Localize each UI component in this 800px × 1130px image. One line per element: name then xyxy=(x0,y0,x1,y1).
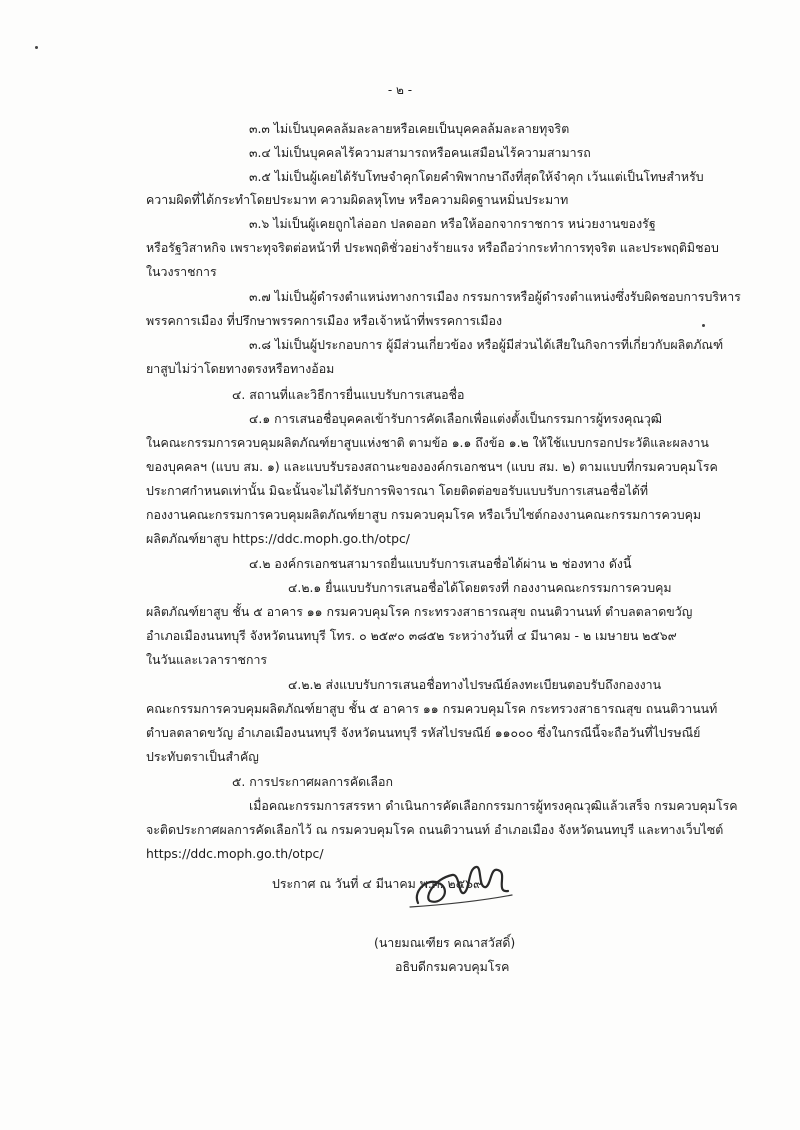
item-4-2-2-cont: ประทับตราเป็นสำคัญ xyxy=(146,749,259,764)
item-3-8-cont: ยาสูบไม่ว่าโดยทางตรงหรือทางอ้อม xyxy=(146,361,335,376)
item-4-2: ๔.๒ องค์กรเอกชนสามารถยื่นแบบรับการเสนอชื่อได้ผ่าน ๒ ช่องทาง ดังนี้ xyxy=(249,556,632,571)
item-3-8: ๓.๘ ไม่เป็นผู้ประกอบการ ผู้มีส่วนเกี่ยวข้อง หรือผู้มีส่วนได้เสียในกิจการที่เกี่ยวกับผลิตภัณฑ์ xyxy=(249,337,724,352)
item-3-4: ๓.๔ ไม่เป็นบุคคลไร้ความสามารถหรือคนเสมือนไร้ความสามารถ xyxy=(249,145,591,160)
item-4-2-1-cont: ในวันและเวลาราชการ xyxy=(146,652,268,667)
section-5-body: เมื่อคณะกรรมการสรรหา ดำเนินการคัดเลือกกรรมการผู้ทรงคุณวุฒิแล้วเสร็จ กรมควบคุมโรค xyxy=(249,798,738,813)
scan-speck xyxy=(35,46,38,49)
signatory-title: อธิบดีกรมควบคุมโรค xyxy=(395,959,510,974)
item-4-2-1: ๔.๒.๑ ยื่นแบบรับการเสนอชื่อได้โดยตรงที่ กองงานคณะกรรมการควบคุม xyxy=(288,580,672,595)
scan-speck xyxy=(702,324,705,327)
item-4-1: ๔.๑ การเสนอชื่อบุคคลเข้ารับการคัดเลือกเพื่อแต่งตั้งเป็นกรรมการผู้ทรงคุณวุฒิ xyxy=(249,411,662,426)
item-4-1-cont: กองงานคณะกรรมการควบคุมผลิตภัณฑ์ยาสูบ กรมควบคุมโรค หรือเว็บไซต์กองงานคณะกรรมการควบคุม xyxy=(146,507,702,522)
section-4-heading: ๔. สถานที่และวิธีการยื่นแบบรับการเสนอชื่อ xyxy=(232,387,465,402)
item-3-6: ๓.๖ ไม่เป็นผู้เคยถูกไล่ออก ปลดออก หรือให้ออกจากราชการ หน่วยงานของรัฐ xyxy=(249,216,656,231)
section-5-body-cont: จะติดประกาศผลการคัดเลือกไว้ ณ กรมควบคุมโรค ถนนติวานนท์ อำเภอเมือง จังหวัดนนทบุรี และทางเว็บไซต์ xyxy=(146,822,724,837)
item-4-1-cont: ของบุคคลฯ (แบบ สม. ๑) และแบบรับรองสถานะขององค์กรเอกชนฯ (แบบ สม. ๒) ตามแบบที่กรมควบคุมโรค xyxy=(146,459,718,474)
item-4-2-1-cont: อำเภอเมืองนนทบุรี จังหวัดนนทบุรี โทร. ๐ ๒๕๙๐ ๓๘๕๒ ระหว่างวันที่ ๔ มีนาคม - ๒ เมษายน ๒๕๖๙ xyxy=(146,628,677,643)
signature-scribble xyxy=(400,845,520,920)
item-4-1-url: ผลิตภัณฑ์ยาสูบ https://ddc.moph.go.th/otpc/ xyxy=(146,531,410,546)
item-3-6-cont: หรือรัฐวิสาหกิจ เพราะทุจริตต่อหน้าที่ ประพฤติชั่วอย่างร้ายแรง หรือถือว่ากระทำการทุจริต และประพฤติมิชอบ xyxy=(146,240,719,255)
item-4-1-cont: ในคณะกรรมการควบคุมผลิตภัณฑ์ยาสูบแห่งชาติ ตามข้อ ๑.๑ ถึงข้อ ๑.๒ ให้ใช้แบบกรอกประวัติและผลงาน xyxy=(146,435,709,450)
signatory-name: (นายมณเฑียร คณาสวัสดิ์) xyxy=(374,935,516,950)
announce-date: ประกาศ ณ วันที่ ๔ มีนาคม พ.ศ. ๒๕๖๙ xyxy=(272,876,483,891)
item-4-2-2: ๔.๒.๒ ส่งแบบรับการเสนอชื่อทางไปรษณีย์ลงทะเบียนตอบรับถึงกองงาน xyxy=(288,677,662,692)
item-4-2-2-cont: ตำบลตลาดขวัญ อำเภอเมืองนนทบุรี จังหวัดนนทบุรี รหัสไปรษณีย์ ๑๑๐๐๐ ซึ่งในกรณีนี้จะถือวันที่ไปรษณีย์ xyxy=(146,725,701,740)
item-4-1-cont: ประกาศกำหนดเท่านั้น มิฉะนั้นจะไม่ได้รับการพิจารณา โดยติดต่อขอรับแบบรับการเสนอชื่อได้ที่ xyxy=(146,483,649,498)
section-5-heading: ๕. การประกาศผลการคัดเลือก xyxy=(232,774,393,789)
item-3-7: ๓.๗ ไม่เป็นผู้ดำรงตำแหน่งทางการเมือง กรรมการหรือผู้ดำรงตำแหน่งซึ่งรับผิดชอบการบริหาร xyxy=(249,289,741,304)
item-3-5-cont: ความผิดที่ได้กระทำโดยประมาท ความผิดลหุโทษ หรือความผิดฐานหมิ่นประมาท xyxy=(146,192,569,207)
item-3-7-cont: พรรคการเมือง ที่ปรึกษาพรรคการเมือง หรือเจ้าหน้าที่พรรคการเมือง xyxy=(146,313,503,328)
item-3-5: ๓.๕ ไม่เป็นผู้เคยได้รับโทษจำคุกโดยคำพิพากษาถึงที่สุดให้จำคุก เว้นแต่เป็นโทษสำหรับ xyxy=(249,169,704,184)
item-4-2-2-cont: คณะกรรมการควบคุมผลิตภัณฑ์ยาสูบ ชั้น ๕ อาคาร ๑๑ กรมควบคุมโรค กระทรวงสาธารณสุข ถนนติวานนท์ xyxy=(146,701,718,716)
item-3-6-cont2: ในวงราชการ xyxy=(146,264,217,279)
item-3-3: ๓.๓ ไม่เป็นบุคคลล้มละลายหรือเคยเป็นบุคคลล้มละลายทุจริต xyxy=(249,121,570,136)
page-number: - ๒ - xyxy=(387,83,413,97)
section-5-url: https://ddc.moph.go.th/otpc/ xyxy=(146,846,324,861)
item-4-2-1-cont: ผลิตภัณฑ์ยาสูบ ชั้น ๕ อาคาร ๑๑ กรมควบคุมโรค กระทรวงสาธารณสุข ถนนติวานนท์ ตำบลตลาดขวัญ xyxy=(146,604,693,619)
